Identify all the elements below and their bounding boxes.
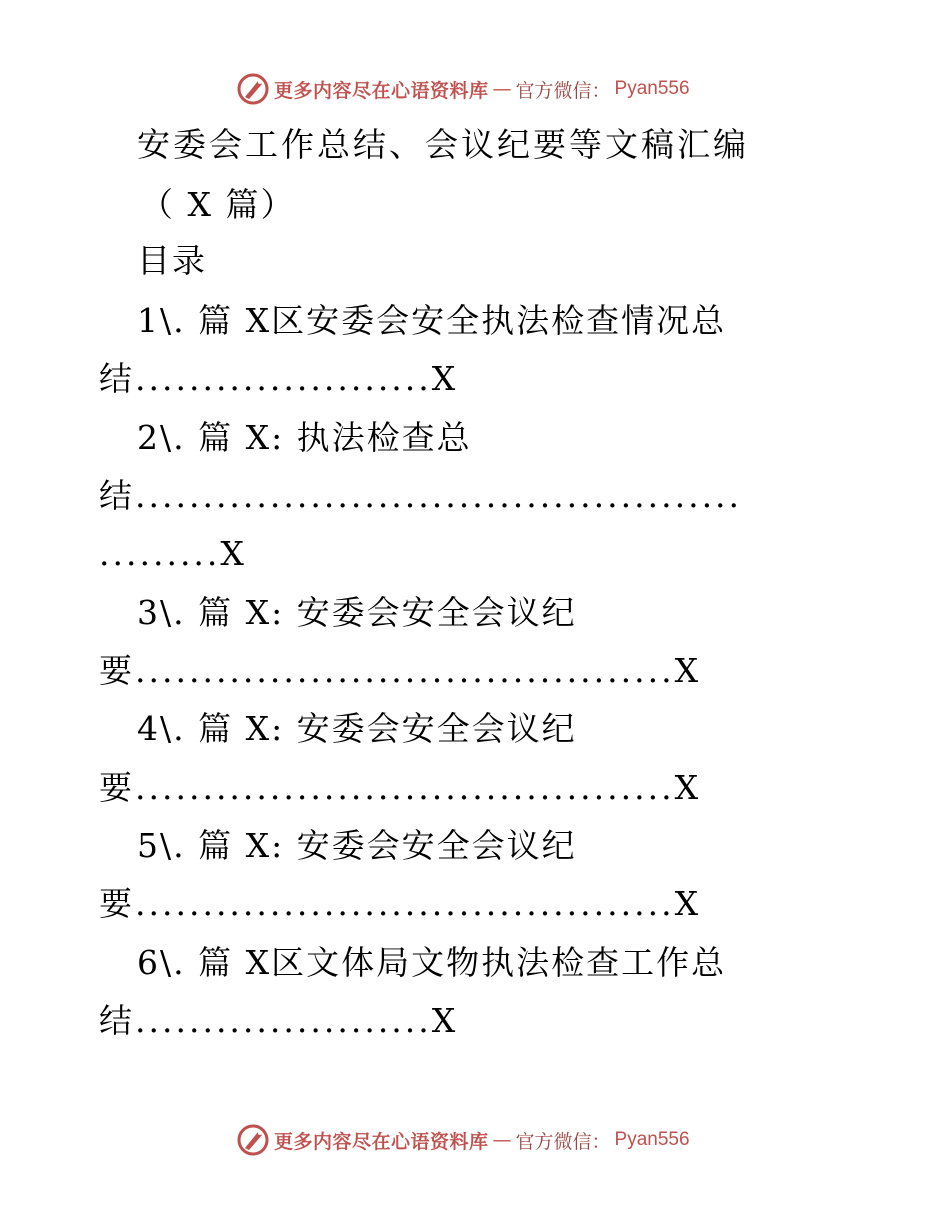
toc-entry-2-heading[interactable]: 2\. 篇 X: 执法检查总 xyxy=(137,418,472,457)
toc-entry-3-heading[interactable]: 3\. 篇 X: 安委会安全会议纪 xyxy=(137,593,577,632)
toc-entry-4-heading[interactable]: 4\. 篇 X: 安委会安全会议纪 xyxy=(137,709,577,748)
toc-heading: 目录 xyxy=(137,241,207,280)
pen-logo-icon xyxy=(236,72,270,106)
banner-wechat-id: Pyan556 xyxy=(614,78,690,99)
toc-entry-6-heading[interactable]: 6\. 篇 X区文体局文物执法检查工作总 xyxy=(137,943,727,982)
toc-entry-1-heading[interactable]: 1\. 篇 X区安委会安全执法检查情况总 xyxy=(137,301,727,340)
banner-text: 更多内容尽在心语资料库 xyxy=(274,79,489,102)
banner-wechat-id: Pyan556 xyxy=(614,1129,690,1150)
banner-dash: — xyxy=(492,1129,512,1151)
toc-entry-6-leader: 结......................X xyxy=(99,1001,459,1040)
toc-entry-2-leader-cont: .........X xyxy=(99,534,247,573)
pen-logo-icon xyxy=(236,1123,270,1157)
footer-banner xyxy=(236,1122,690,1158)
banner-wechat-label: 官方微信： xyxy=(515,1130,611,1153)
banner-text: 更多内容尽在心语资料库 xyxy=(274,1130,489,1153)
toc-entry-1-leader: 结......................X xyxy=(99,359,459,398)
toc-entry-4-leader: 要........................................X xyxy=(99,768,702,807)
header-banner xyxy=(236,71,690,107)
toc-entry-3-leader: 要........................................X xyxy=(99,651,702,690)
document-title: 安委会工作总结、会议纪要等文稿汇编 xyxy=(137,125,749,164)
banner-dash: — xyxy=(492,78,512,100)
toc-entry-5-leader: 要........................................X xyxy=(99,884,702,923)
toc-entry-2-leader: 结............................................. xyxy=(99,476,743,515)
banner-wechat-label: 官方微信： xyxy=(515,79,611,102)
toc-entry-5-heading[interactable]: 5\. 篇 X: 安委会安全会议纪 xyxy=(137,826,577,865)
article-count: （ X 篇） xyxy=(140,185,296,224)
